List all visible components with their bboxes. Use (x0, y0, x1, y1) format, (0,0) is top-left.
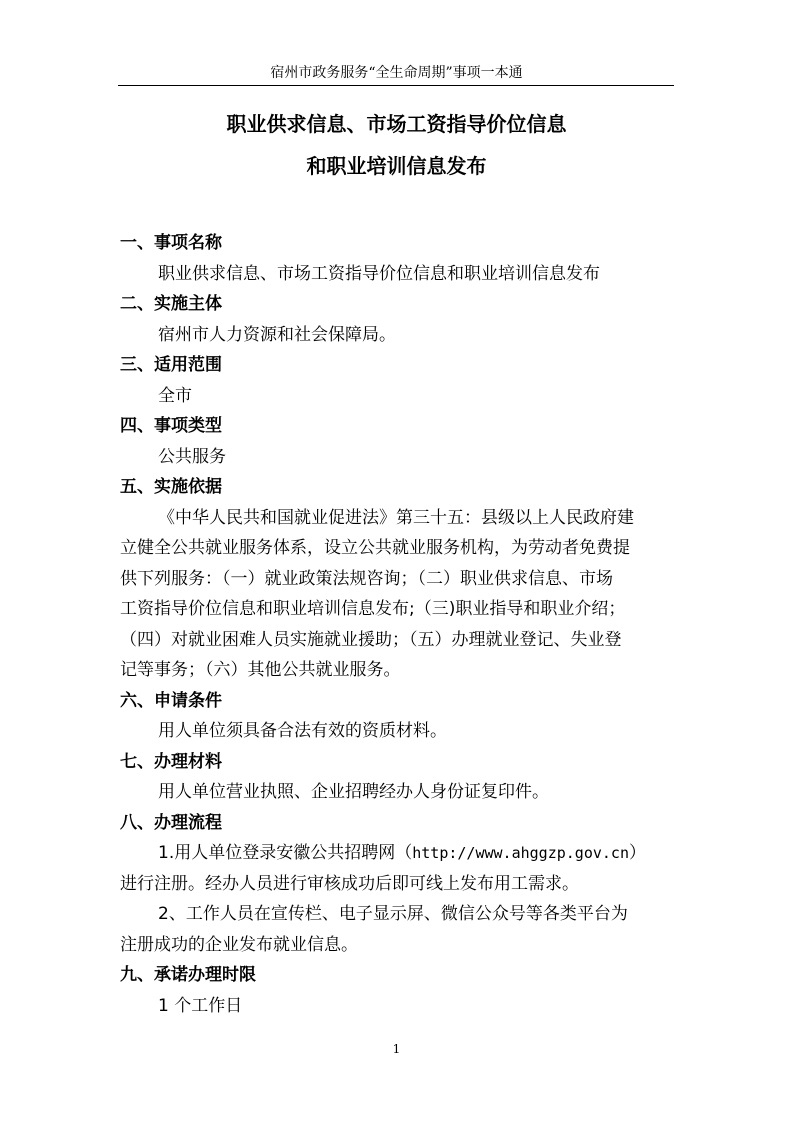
section-heading-legal-basis: 五、实施依据 (120, 477, 222, 497)
process-step-1-suffix: ） (628, 843, 646, 863)
process-step-1-prefix: 1.用人单位登录安徽公共招聘网（ (158, 843, 413, 863)
section-heading-scope: 三、适用范围 (120, 355, 222, 375)
section-heading-process: 八、办理流程 (120, 812, 222, 833)
legal-basis-line: 记等事务；（六）其他公共就业服务。 (120, 660, 401, 680)
legal-basis-line: （四）对就业困难人员实施就业援助；（五）办理就业登记、失业登 (120, 629, 622, 650)
section-heading-item-type: 四、事项类型 (120, 416, 222, 436)
conditions-text: 用人单位须具备合法有效的资质材料。 (158, 721, 447, 741)
section-heading-conditions: 六、申请条件 (120, 690, 222, 711)
process-step-2-continued: 注册成功的企业发布就业信息。 (120, 934, 358, 955)
process-step-1 (120, 838, 680, 869)
implementer-text: 宿州市人力资源和社会保障局。 (158, 324, 396, 345)
section-heading-materials: 七、办理材料 (120, 751, 222, 772)
time-limit-text: 1 个工作日 (158, 995, 243, 1016)
recruitment-site-link[interactable]: http://www.ahggzp.gov.cn (412, 844, 629, 862)
document-title-line2: 和职业培训信息发布 (306, 154, 487, 178)
section-heading-item-name: 一、事项名称 (120, 233, 222, 253)
page-header: 宿州市政务服务“全生命周期”事项一本通 (270, 65, 523, 81)
legal-basis-line: 供下列服务：（一）就业政策法规咨询；（二）职业供求信息、市场 (120, 568, 613, 589)
materials-text: 用人单位营业执照、企业招聘经办人身份证复印件。 (158, 782, 549, 802)
legal-basis-line: 工资指导价位信息和职业培训信息发布;（三)职业指导和职业介绍； (120, 599, 626, 619)
process-step-2: 2、工作人员在宣传栏、电子显示屏、微信公众号等各类平台为 (158, 904, 628, 924)
item-type-text: 公共服务 (158, 446, 226, 467)
item-name-text: 职业供求信息、市场工资指导价位信息和职业培训信息发布 (158, 263, 600, 284)
process-step-1-continued: 进行注册。经办人员进行审核成功后即可线上发布用工需求。 (120, 873, 579, 894)
document-body (120, 228, 680, 1021)
page-number: 1 (392, 1042, 401, 1056)
legal-basis-line: 《中华人民共和国就业促进法》第三十五：县级以上人民政府建 (158, 507, 634, 528)
scope-text: 全市 (158, 385, 192, 406)
legal-basis-line: 立健全公共就业服务体系，设立公共就业服务机构，为劳动者免费提 (120, 538, 630, 558)
section-heading-time-limit: 九、承诺办理时限 (120, 965, 256, 985)
section-heading-implementer: 二、实施主体 (120, 294, 222, 314)
header-rule (118, 85, 674, 86)
document-title-line1: 职业供求信息、市场工资指导价位信息 (226, 112, 567, 136)
legal-basis-paragraph (120, 503, 680, 686)
